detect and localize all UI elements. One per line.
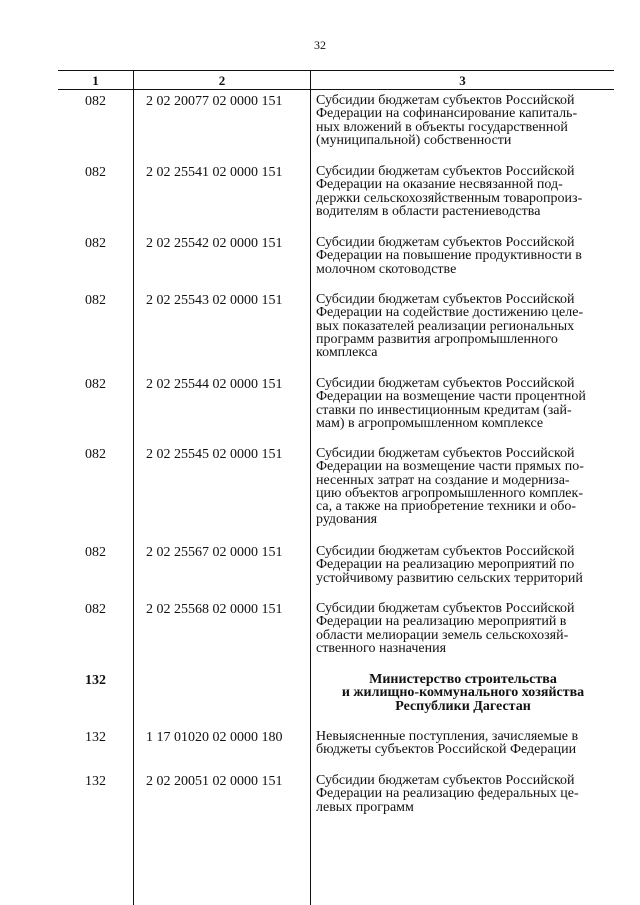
admin-code: 132	[85, 730, 106, 745]
revenue-description: Невыясненные поступления, зачисляемые в бюджеты субъектов Российской Федерации	[316, 729, 579, 758]
table-top-border	[58, 70, 614, 71]
revenue-description: Субсидии бюджетам субъектов Российской Федерации на содействие достижению целе- вых показателей реализации региональных программ развития агропромышленного комплекса	[316, 292, 584, 361]
admin-code: 082	[85, 236, 106, 251]
admin-code: 082	[85, 377, 106, 392]
admin-code: 082	[85, 293, 106, 308]
budget-code: 1 17 01020 02 0000 180	[146, 730, 283, 745]
budget-code: 2 02 25542 02 0000 151	[146, 236, 283, 251]
admin-code: 132	[85, 774, 106, 789]
budget-code: 2 02 25568 02 0000 151	[146, 602, 283, 617]
admin-code: 082	[85, 165, 106, 180]
admin-code: 082	[85, 602, 106, 617]
column-divider-1	[133, 70, 134, 905]
budget-code: 2 02 25543 02 0000 151	[146, 293, 283, 308]
budget-code: 2 02 25567 02 0000 151	[146, 545, 283, 560]
header-col-3: 3	[459, 73, 466, 88]
header-col-2: 2	[218, 73, 226, 88]
admin-code: 082	[85, 545, 106, 560]
page-number: 32	[314, 38, 326, 52]
revenue-description: Субсидии бюджетам субъектов Российской Федерации на возмещение части прямых по- несенных затрат на создание и модерниза- цию объектов агропромышленного комплек- са, а также на приобретение техники и обо- рудования	[316, 446, 584, 528]
budget-code: 2 02 20077 02 0000 151	[146, 94, 283, 109]
budget-code: 2 02 25544 02 0000 151	[146, 377, 283, 392]
revenue-description: Субсидии бюджетам субъектов Российской Федерации на повышение продуктивности в молочном скотоводстве	[316, 235, 582, 277]
budget-code: 2 02 20051 02 0000 151	[146, 774, 283, 789]
ministry-heading: Министерство строительства и жилищно-коммунального хозяйства Республики Дагестан	[341, 672, 585, 714]
revenue-description: Субсидии бюджетам субъектов Российской Федерации на реализацию федеральных це- левых программ	[316, 773, 579, 815]
revenue-description: Субсидии бюджетам субъектов Российской Федерации на реализацию мероприятий по устойчивому развитию сельских территорий	[316, 544, 583, 586]
revenue-description: Субсидии бюджетам субъектов Российской Федерации на реализацию мероприятий в области мелиорации земель сельскохозяй- ственного назначения	[316, 601, 575, 656]
budget-code: 2 02 25541 02 0000 151	[146, 165, 283, 180]
revenue-description: Субсидии бюджетам субъектов Российской Федерации на софинансирование капиталь- ных вложений в объекты государственной (муниципальной) собственности	[316, 93, 578, 148]
admin-code: 132	[85, 673, 106, 688]
revenue-codes-table	[58, 70, 614, 905]
header-bottom-border	[58, 89, 614, 90]
admin-code: 082	[85, 94, 106, 109]
revenue-description: Субсидии бюджетам субъектов Российской Федерации на возмещение части процентной ставки по инвестиционным кредитам (зай- мам) в агропромышленном комплексе	[316, 376, 586, 431]
admin-code: 082	[85, 447, 106, 462]
revenue-description: Субсидии бюджетам субъектов Российской Федерации на оказание несвязанной под- держки сельскохозяйственным товаропроиз- водителям в области растениеводства	[316, 164, 583, 219]
budget-code: 2 02 25545 02 0000 151	[146, 447, 283, 462]
header-col-1: 1	[92, 73, 99, 88]
